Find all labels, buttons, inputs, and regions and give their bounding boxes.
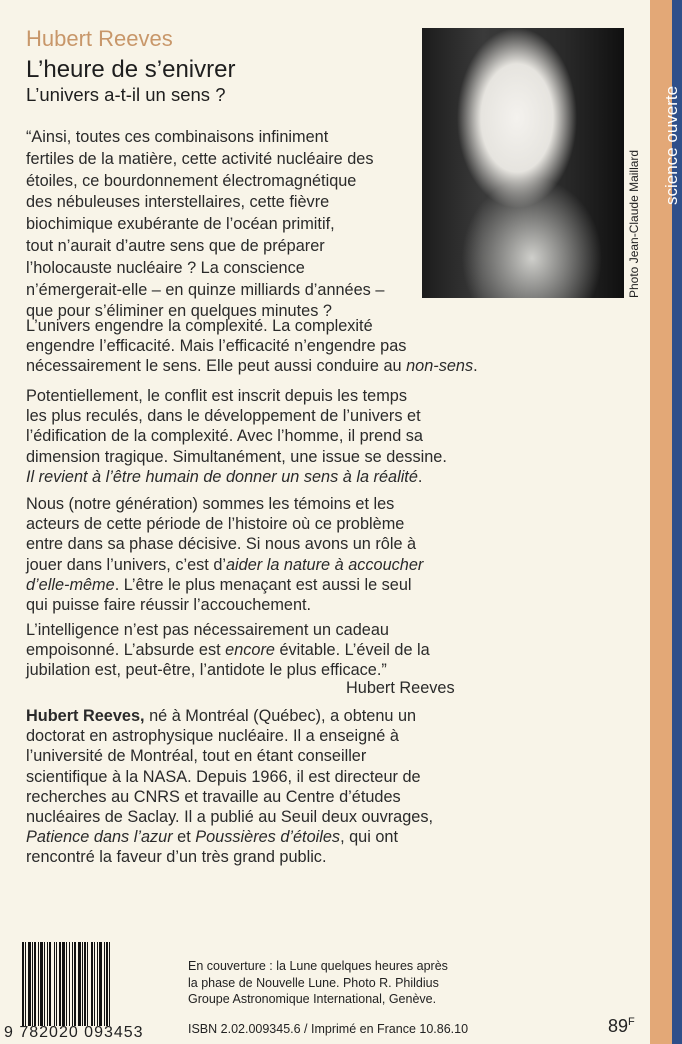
quote-paragraph xyxy=(26,127,384,323)
italic-text: d’elle-même xyxy=(26,575,115,594)
text-segment: rencontré la faveur d’un très grand public. xyxy=(26,848,327,867)
italic-text: non-sens xyxy=(406,357,474,376)
text-segment: fertiles de la matière, cette activité nucléaire des xyxy=(26,149,374,168)
barcode-bar xyxy=(47,942,48,1026)
italic-text: Il revient à l’être humain de donner un sens à la réalité xyxy=(26,467,418,486)
text-segment: . xyxy=(417,467,423,486)
italic-text: Patience dans l’azur xyxy=(26,828,173,847)
text-segment: , qui ont xyxy=(340,828,399,847)
barcode-bar xyxy=(94,942,95,1026)
text-segment: L’intelligence n’est pas nécessairement un cadeau xyxy=(26,621,389,639)
caption-line: Groupe Astronomique International, Genève. xyxy=(188,992,437,1006)
text-segment: des nébuleuses interstellaires, cette fièvre xyxy=(26,193,330,212)
barcode-bar xyxy=(62,942,65,1026)
text-line xyxy=(26,149,384,171)
italic-text: aider la nature à accoucher xyxy=(226,555,424,574)
text-line xyxy=(26,620,430,640)
text-line xyxy=(26,467,447,487)
price-unit: F xyxy=(628,1016,635,1028)
text-line xyxy=(26,514,423,534)
barcode-bar xyxy=(106,942,108,1026)
quote-paragraph xyxy=(26,316,478,377)
quote-paragraph xyxy=(26,386,447,487)
text-line xyxy=(26,640,430,660)
barcode-bar xyxy=(84,942,86,1026)
text-line xyxy=(26,575,423,595)
isbn: ISBN 2.02.009345.6 / Imprimé en France 10.86.10 xyxy=(188,1022,469,1036)
barcode-digits: 9 782020 093453 xyxy=(4,1024,144,1041)
text-line xyxy=(26,356,478,376)
barcode-bar xyxy=(25,942,26,1026)
text-segment: né à Montréal (Québec), a obtenu un xyxy=(144,707,417,725)
barcode-bar xyxy=(69,942,70,1026)
text-line xyxy=(26,706,433,726)
barcode xyxy=(22,942,138,1026)
text-line xyxy=(26,534,423,554)
barcode-bar xyxy=(72,942,73,1026)
text-line xyxy=(26,595,423,615)
barcode-bar xyxy=(104,942,105,1026)
bold-text: Hubert Reeves, xyxy=(26,707,145,725)
text-line xyxy=(26,746,433,766)
text-line xyxy=(26,494,423,514)
text-segment: étoiles, ce bourdonnement électromagnétique xyxy=(26,171,357,190)
text-line xyxy=(26,192,384,214)
photo-credit: Photo Jean-Claude Maillard xyxy=(627,149,641,298)
text-line xyxy=(26,280,384,302)
text-segment: l’édification de la complexité. Avec l’homme, il prend sa xyxy=(26,427,423,446)
text-segment: “Ainsi, toutes ces combinaisons infiniment xyxy=(26,128,329,146)
text-segment: doctorat en astrophysique nucléaire. Il a enseigné à xyxy=(26,727,399,746)
text-line xyxy=(26,555,423,575)
caption-line: la phase de Nouvelle Lune. Photo R. Phildius xyxy=(188,975,439,990)
barcode-bar xyxy=(28,942,31,1026)
text-segment: L’univers engendre la complexité. La complexité xyxy=(26,317,373,335)
quote-signature: Hubert Reeves xyxy=(346,679,455,697)
quote-paragraph xyxy=(26,620,430,681)
book-title: L’heure de s’enivrer xyxy=(26,56,236,83)
text-segment: que pour s’éliminer en quelques minutes ? xyxy=(26,302,332,321)
barcode-bar xyxy=(59,942,61,1026)
text-segment: recherches au CNRS et travaille au Centre d’études xyxy=(26,787,401,806)
barcode-bar xyxy=(32,942,33,1026)
text-line xyxy=(26,386,447,406)
text-line xyxy=(26,258,384,280)
text-segment: acteurs de cette période de l’histoire où ce problème xyxy=(26,515,405,534)
barcode-bar xyxy=(38,942,39,1026)
barcode-bar xyxy=(87,942,88,1026)
text-line xyxy=(26,214,384,236)
price-value: 89 xyxy=(608,1016,629,1036)
barcode-bar xyxy=(34,942,36,1026)
barcode-bar xyxy=(97,942,98,1026)
text-segment: dimension tragique. Simultanément, une issue se dessine. xyxy=(26,447,447,466)
text-segment: biochimique exubérante de l’océan primitif, xyxy=(26,215,335,234)
barcode-bar xyxy=(22,942,24,1026)
barcode-bar xyxy=(109,942,110,1026)
text-segment: jubilation est, peut-être, l’antidote le plus efficace.” xyxy=(26,661,387,680)
price xyxy=(608,1016,635,1037)
text-line xyxy=(26,127,384,149)
barcode-bar xyxy=(74,942,76,1026)
text-line xyxy=(26,336,478,356)
text-line xyxy=(26,787,433,807)
barcode-bar xyxy=(49,942,51,1026)
italic-text: Poussières d’étoiles xyxy=(195,828,341,847)
barcode-bar xyxy=(78,942,81,1026)
text-segment: . xyxy=(473,357,478,376)
text-segment: évitable. L’éveil de la xyxy=(274,641,430,660)
text-segment: les plus reculés, dans le développement de l’univers et xyxy=(26,407,421,426)
text-line xyxy=(26,660,430,680)
text-segment: nucléaires de Saclay. Il a publié au Seuil deux ouvrages, xyxy=(26,807,433,826)
barcode-bar xyxy=(82,942,83,1026)
text-segment: nécessairement le sens. Elle peut aussi conduire au xyxy=(26,357,407,376)
barcode-bar xyxy=(99,942,102,1026)
italic-text: encore xyxy=(225,641,275,660)
text-segment: Nous (notre génération) sommes les témoins et les xyxy=(26,495,395,513)
text-segment: jouer dans l’univers, c’est d’ xyxy=(26,555,226,574)
text-segment: l’holocauste nucléaire ? La conscience xyxy=(26,258,305,277)
barcode-bar xyxy=(91,942,93,1026)
text-line xyxy=(26,316,478,336)
text-line xyxy=(26,807,433,827)
text-line xyxy=(26,767,433,787)
barcode-bar xyxy=(44,942,45,1026)
barcode-bar xyxy=(66,942,67,1026)
text-segment: tout n’aurait d’autre sens que de préparer xyxy=(26,236,325,255)
series-label: science ouverte xyxy=(662,85,681,205)
text-segment: l’université de Montréal, tout en étant conseiller xyxy=(26,747,367,766)
text-segment: . L’être le plus menaçant est aussi le seul xyxy=(114,575,412,594)
author-photo xyxy=(422,28,624,298)
text-line xyxy=(26,236,384,258)
text-segment: scientifique à la NASA. Depuis 1966, il est directeur de xyxy=(26,767,421,786)
barcode-bar xyxy=(56,942,57,1026)
text-line xyxy=(26,447,447,467)
text-segment: engendre l’efficacité. Mais l’efficacité n’engendre pas xyxy=(26,337,407,356)
text-segment: entre dans sa phase décisive. Si nous avons un rôle à xyxy=(26,535,417,554)
text-line xyxy=(26,426,447,446)
text-segment: et xyxy=(172,828,196,847)
barcode-bar xyxy=(54,942,55,1026)
text-segment: empoisonné. L’absurde est xyxy=(26,641,226,660)
text-segment: qui puisse faire réussir l’accouchement. xyxy=(26,595,312,614)
quote-paragraph xyxy=(26,494,423,615)
text-segment: Potentiellement, le conflit est inscrit depuis les temps xyxy=(26,387,407,405)
text-line xyxy=(26,827,433,847)
book-subtitle: L’univers a-t-il un sens ? xyxy=(26,84,226,105)
text-line xyxy=(26,847,433,867)
text-segment: n’émergerait-elle – en quinze milliards d’années – xyxy=(26,280,385,299)
author-bio xyxy=(26,706,433,868)
cover-caption xyxy=(188,958,448,1008)
barcode-bar xyxy=(40,942,43,1026)
caption-line: En couverture : la Lune quelques heures après xyxy=(188,959,448,973)
text-line xyxy=(26,406,447,426)
text-line xyxy=(26,171,384,193)
text-line xyxy=(26,726,433,746)
author-name: Hubert Reeves xyxy=(26,26,173,51)
